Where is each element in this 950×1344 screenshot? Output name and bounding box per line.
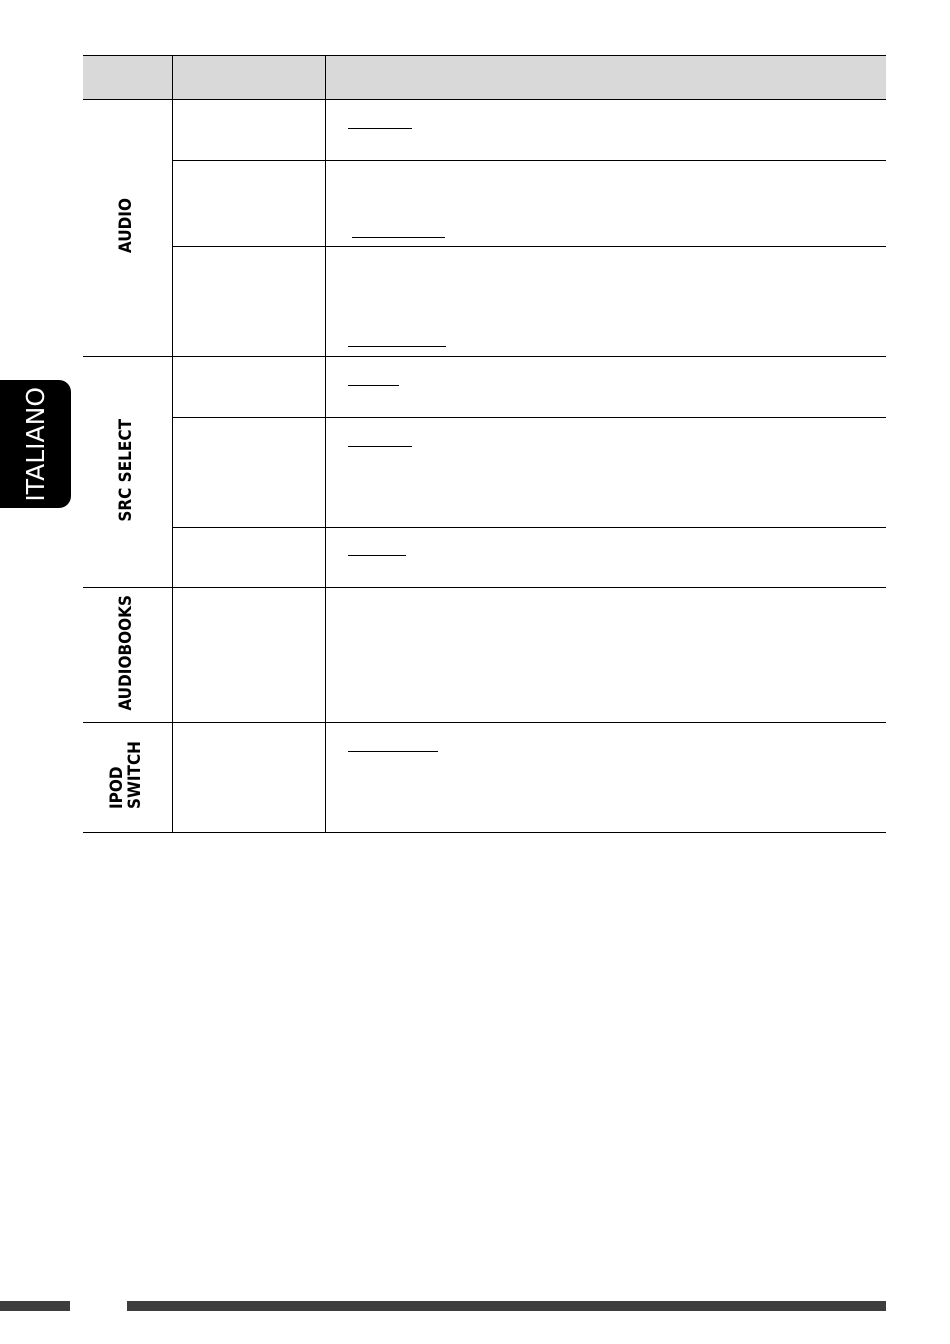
table-cell-item (172, 357, 325, 418)
table-cell-description (325, 247, 886, 357)
language-tab-label: ITALIANO (21, 386, 50, 502)
table-cell-item (172, 418, 325, 528)
table-row (83, 357, 886, 418)
table-row (83, 100, 886, 161)
table-row (83, 247, 886, 357)
header-description (325, 56, 886, 100)
table-row (83, 161, 886, 247)
table-cell-description (325, 723, 886, 833)
table-cell-item (172, 528, 325, 588)
default-value-underline (348, 555, 406, 556)
default-value-underline (348, 346, 446, 347)
table-cell-description (325, 100, 886, 161)
table-cell-item (172, 100, 325, 161)
table-cell-item (172, 161, 325, 247)
section-audiobooks (83, 588, 172, 723)
table-header-row (83, 56, 886, 100)
default-value-underline (348, 128, 412, 129)
section-label-ipod-switch: IPOD SWITCH (107, 741, 146, 810)
default-value-underline (348, 385, 399, 386)
table-row (83, 588, 886, 723)
header-category (83, 56, 172, 100)
table-row (83, 723, 886, 833)
section-src-select (83, 357, 172, 588)
section-label-audio: AUDIO (116, 198, 137, 254)
table-row (83, 418, 886, 528)
table-cell-item (172, 247, 325, 357)
table-cell-description (325, 528, 886, 588)
default-value-underline (352, 237, 445, 238)
footer-bar-left (0, 1301, 70, 1311)
default-value-underline (348, 751, 438, 752)
section-ipod-switch (83, 723, 172, 833)
table-row (83, 528, 886, 588)
language-tab (0, 380, 71, 508)
footer-bar-right (127, 1301, 886, 1311)
table-cell-item (172, 588, 325, 723)
table-cell-description (325, 161, 886, 247)
default-value-underline (348, 446, 412, 447)
table-cell-description (325, 357, 886, 418)
table-cell-description (325, 418, 886, 528)
section-audio (83, 100, 172, 357)
header-item (172, 56, 325, 100)
section-label-audiobooks: AUDIOBOOKS (116, 595, 137, 711)
table-cell-item (172, 723, 325, 833)
table-cell-description (325, 588, 886, 723)
settings-table (83, 55, 886, 833)
section-label-src-select: SRC SELECT (116, 418, 137, 522)
